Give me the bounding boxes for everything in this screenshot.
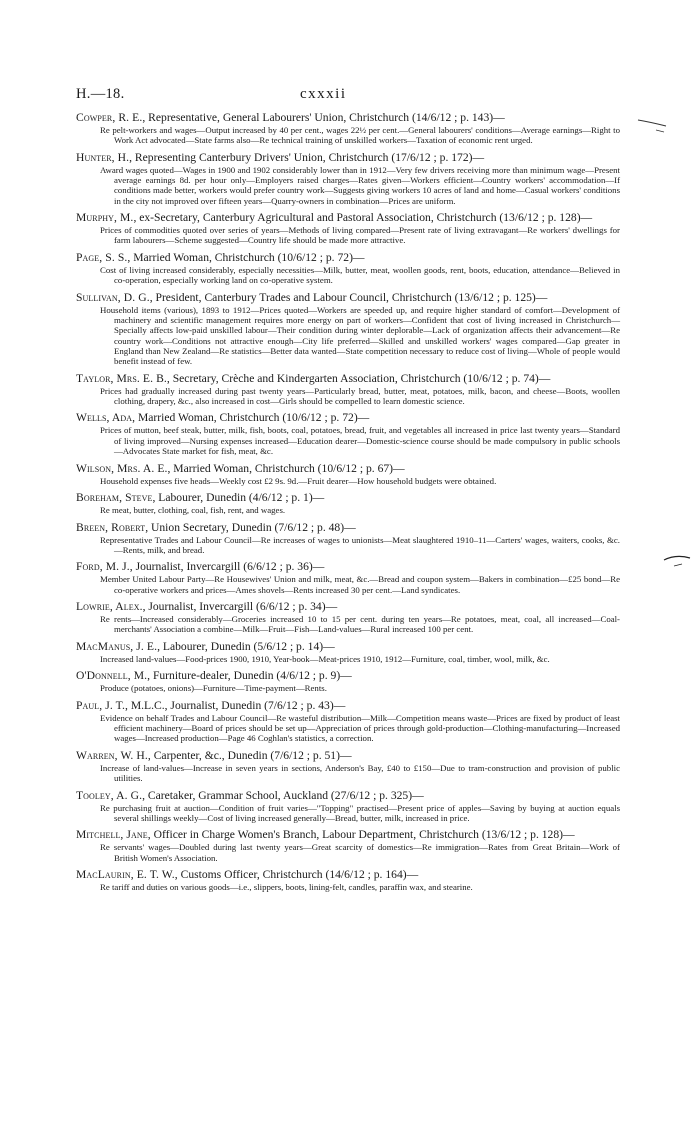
witness-description: , Carpenter, &c., Dunedin (7/6/12 ; p. 51)— (147, 748, 352, 762)
witness-name: MacLaurin, E. T. W. (76, 868, 175, 882)
witness-description: , Journalist, Invercargill (6/6/12 ; p. 36)— (129, 560, 325, 574)
evidence-summary: Produce (potatoes, onions)—Furniture—Time-payment—Rents. (100, 683, 327, 694)
entry-heading (76, 151, 620, 165)
witness-name: Mitchell, Jane (76, 828, 148, 842)
witness-description: , M.L.C., Journalist, Dunedin (7/6/12 ; p. 43)— (125, 698, 346, 712)
evidence-summary: Member United Labour Party—Re Housewives' Union and milk, meat, &c.—Bread and coupon system—Bakers in combination—£25 bond—Re co-operative workers and prices—Ames shovels—Rents increased 30 per cent.—Land syndicates. (100, 574, 620, 595)
entry-heading (76, 640, 620, 654)
witness-name: Lowrie, Alex. (76, 600, 143, 614)
evidence-summary: Re meat, butter, clothing, coal, fish, rent, and wages. (100, 505, 286, 516)
entry-heading (76, 462, 620, 476)
witness-name: Tooley, A. G. (76, 788, 143, 802)
witness-description: , Journalist, Invercargill (6/6/12 ; p. 34)— (142, 600, 338, 614)
witness-description: , Labourer, Dunedin (4/6/12 ; p. 1)— (152, 491, 325, 505)
witness-name: Wilson, Mrs. A. E. (76, 461, 168, 475)
witness-description: , Labourer, Dunedin (5/6/12 ; p. 14)— (157, 639, 335, 653)
witness-description: , Married Woman, Christchurch (10/6/12 ; p. 72)— (127, 250, 365, 264)
witness-name: Warren, W. H. (76, 748, 148, 762)
witness-name: Sullivan, D. G. (76, 290, 150, 304)
evidence-summary: Household expenses five heads—Weekly cost £2 9s. 9d.—Fruit dearer—How household budgets were obtained. (100, 475, 497, 486)
witness-description: , ex-Secretary, Canterbury Agricultural and Pastoral Association, Christchurch (13/6/12 ; p. 128)— (133, 211, 593, 225)
index-entry (76, 462, 620, 486)
witness-description: , Married Woman, Christchurch (10/6/12 ; p. 72)— (132, 411, 370, 425)
evidence-summary: Increased land-values—Food-prices 1900, 1910, Year-book—Meat-prices 1910, 1912—Furniture, coal, timber, wool, milk, &c. (100, 653, 550, 664)
margin-mark (636, 112, 676, 142)
index-entry (76, 411, 620, 456)
evidence-summary: Re pelt-workers and wages—Output increased by 40 per cent., wages 22½ per cent.—General labourers' conditions—Average earnings—Right to Work Act advocated—State farms also—Re technical training of unskilled workers—Taxation of economic rent urged. (100, 125, 620, 146)
index-entry (76, 699, 620, 744)
witness-name: Page, S. S. (76, 250, 128, 264)
evidence-summary: Prices had gradually increased during past twenty years—Particularly bread, butter, meat, potatoes, milk, bacon, and cheese—Boots, woollen clothing, drapery, &c., also increased in cost—Girls should be compelled to learn domestic science. (100, 385, 620, 406)
entry-heading (76, 111, 620, 125)
evidence-summary: Re purchasing fruit at auction—Condition of fruit varies—"Topping" practised—Present price of apples—Saving by buying at auction equals several shillings weekly—Cost of living increased generally—Bread, butter, milk, increased in price. (100, 802, 620, 823)
witness-name: Hunter, H. (76, 150, 130, 164)
witness-description: , Married Woman, Christchurch (10/6/12 ; p. 67)— (167, 461, 405, 475)
index-entry (76, 521, 620, 556)
index-entry (76, 291, 620, 367)
index-entry (76, 372, 620, 407)
witness-name: Ford, M. J. (76, 560, 130, 574)
witness-name: Taylor, Mrs. E. B. (76, 371, 167, 385)
index-entry (76, 600, 620, 635)
report-reference: H.—18. (76, 86, 125, 102)
index-entry (76, 828, 620, 863)
entry-heading (76, 251, 620, 265)
entry-heading (76, 868, 620, 882)
index-entry (76, 151, 620, 206)
evidence-summary: Prices of mutton, beef steak, butter, milk, fish, boots, coal, potatoes, bread, fruit, and vegetables all increased in price last twenty years—Standard of living improved—Nursing expenses increased—Education dearer—Domestic-science course should be made compulsory in public schools—Advocates State market for fish, meat, &c. (100, 425, 620, 457)
witness-description: , Customs Officer, Christchurch (14/6/12 ; p. 164)— (174, 868, 419, 882)
evidence-summary: Prices of commodities quoted over series of years—Methods of living compared—Present rate of living extravagant—Re workers' dwellings for farm labourers—Scheme suggested—Country life should be made more attractive. (100, 225, 620, 246)
witness-description: , Officer in Charge Women's Branch, Labour Department, Christchurch (13/6/12 ; p. 128)— (147, 828, 575, 842)
index-entry (76, 640, 620, 664)
entry-heading (76, 669, 620, 683)
entry-heading (76, 789, 620, 803)
witness-name: Paul, J. T. (76, 698, 126, 712)
index-entry (76, 251, 620, 286)
witness-name: Wells, Ada (76, 411, 133, 425)
evidence-summary: Re servants' wages—Doubled during last twenty years—Great scarcity of domestics—Re immigration—Rates from Great Britain—Work of British Women's Association. (100, 842, 620, 863)
witness-description: , Caretaker, Grammar School, Auckland (27/6/12 ; p. 325)— (142, 788, 424, 802)
index-entry (76, 491, 620, 515)
page-number: cxxxii (300, 86, 347, 102)
witness-description: , Secretary, Crèche and Kindergarten Association, Christchurch (10/6/12 ; p. 74)— (166, 371, 551, 385)
evidence-summary: Increase of land-values—Increase in seven years in sections, Anderson's Bay, £40 to £150—Due to tram-construction and provision of public utilities. (100, 762, 620, 784)
entry-heading (76, 560, 620, 574)
evidence-summary: Award wages quoted—Wages in 1900 and 1902 considerably lower than in 1912—Very few drivers receiving more than minimum wage—Present average earnings 8d. per hour only—Employers raised charges—Rates given—Workers efficient—Country workers' accommodation—If conditions made better, workers would prefer country work—Suggests giving workers 10 acres of land and home—Casual workers' conditions in the city not improved over fifteen years—Quarry-owners in combination—Prices are uniform. (100, 164, 620, 206)
witness-name: Breen, Robert (76, 520, 146, 534)
witness-description: , Representing Canterbury Drivers' Union, Christchurch (17/6/12 ; p. 172)— (129, 150, 485, 164)
entry-heading (76, 600, 620, 614)
witness-description: , Furniture-dealer, Dunedin (4/6/12 ; p. 9)— (147, 669, 352, 683)
entry-heading (76, 749, 620, 763)
evidence-summary: Cost of living increased considerably, especially necessities—Milk, butter, meat, woollen goods, rent, boots, education, attendance—Believed in co-operation, especially working land on co-operative system. (100, 264, 620, 286)
evidence-summary: Household items (various), 1893 to 1912—Prices quoted—Workers are speeded up, and require higher standard of comfort—Development of machinery and scientific management requires more energy on part of workers—Confident that cost of living increased in Christchurch—Specially affects low-paid unskilled labour—Their condition during winter deplorable—Lack of organization affects their advancement—Re country work—Conditions not attractive enough—City life preferred—Skilled and unskilled workers' wages compared—Gap greater in England than New Zealand—Re statistics—Better data wanted—State competition necessary to reduce cost of living—Whole of people would benefit instead of few. (100, 304, 620, 367)
entry-heading (76, 491, 620, 505)
margin-mark (660, 548, 696, 574)
entry-heading (76, 521, 620, 535)
entry-heading (76, 291, 620, 305)
entry-heading (76, 828, 620, 842)
witness-name: Cowper, R. E. (76, 111, 143, 124)
page-header (0, 86, 700, 106)
evidence-summary: Representative Trades and Labour Council—Re increases of wages to unionists—Meat slaughtered 1910–11—Carters' wages, waiters, cooks, &c.—Rents, milk, and bread. (100, 534, 620, 555)
witness-name: MacManus, J. E. (76, 639, 158, 653)
index-entry (76, 560, 620, 595)
witness-description: , Representative, General Labourers' Union, Christchurch (14/6/12 ; p. 143)— (142, 111, 505, 124)
witness-index (76, 111, 620, 898)
evidence-summary: Evidence on behalf Trades and Labour Council—Re wasteful distribution—Milk—Competition means waste—Prices are fixed by product of least efficient machinery—Board of prices should be set up—Appreciation of prices through gold-production—Clothing-manufacturing—Increased wages—Increased production—Page 46 Coghlan's statistics, a correction. (100, 712, 620, 744)
index-entry (76, 789, 620, 824)
witness-description: , President, Canterbury Trades and Labour Council, Christchurch (13/6/12 ; p. 125)— (149, 290, 548, 304)
index-entry (76, 669, 620, 693)
entry-heading (76, 411, 620, 425)
index-entry (76, 749, 620, 784)
witness-name: O'Donnell, M. (76, 669, 148, 683)
index-entry (76, 211, 620, 246)
entry-heading (76, 211, 620, 225)
entry-heading (76, 699, 620, 713)
index-entry (76, 868, 620, 892)
entry-heading (76, 372, 620, 386)
evidence-summary: Re tariff and duties on various goods—i.e., slippers, boots, lining-felt, candles, paraffin wax, and stearine. (100, 882, 473, 893)
witness-name: Murphy, M. (76, 211, 134, 225)
index-entry (76, 111, 620, 146)
witness-description: , Union Secretary, Dunedin (7/6/12 ; p. 48)— (145, 520, 356, 534)
evidence-summary: Re rents—Increased considerably—Groceries increased 10 to 15 per cent. during ten years—Re potatoes, meat, coal, all increased—Coal-merchants' Association a combine—Milk—Fruit—Fish—Land-values—Rural increased 100 per cent. (100, 614, 620, 635)
witness-name: Boreham, Steve (76, 491, 153, 505)
